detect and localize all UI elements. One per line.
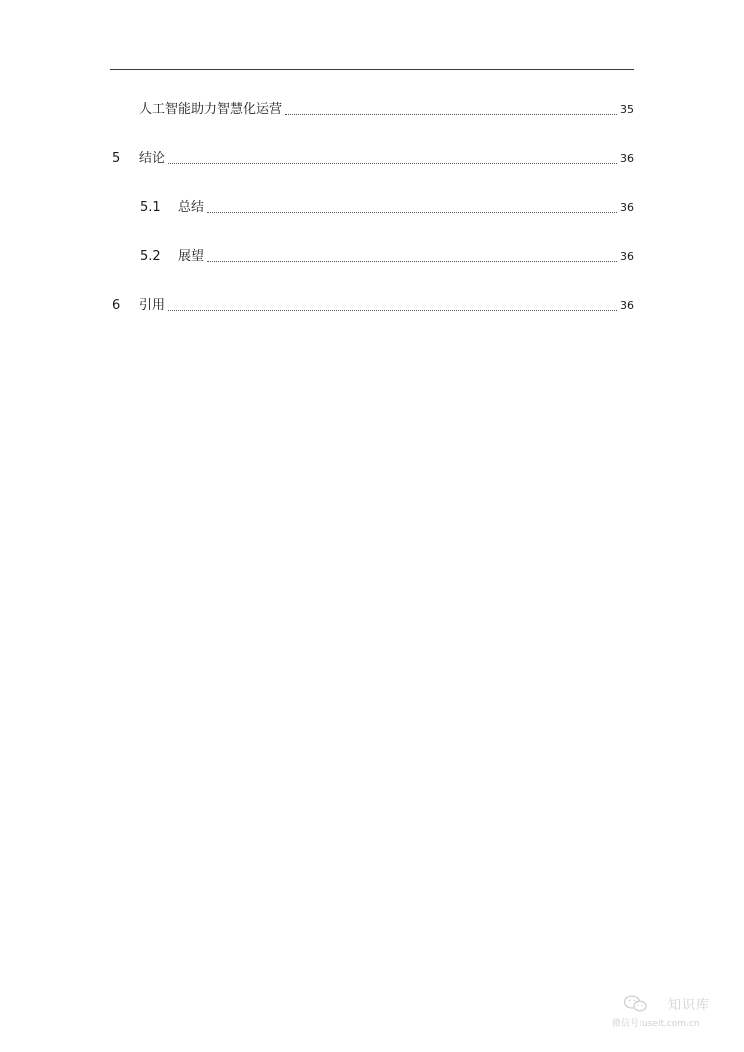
toc-entry-number: 5.1 xyxy=(140,200,161,215)
wechat-icon xyxy=(612,994,660,1014)
toc-entry[interactable] xyxy=(0,198,634,216)
toc-entry[interactable] xyxy=(0,149,634,167)
toc-entry[interactable] xyxy=(0,296,634,314)
toc-entry-title: 结论 xyxy=(139,151,166,166)
toc-entry-title: 引用 xyxy=(139,298,166,313)
toc-entry-title: 总结 xyxy=(178,200,205,215)
toc-entry-number: 5 xyxy=(112,151,121,166)
toc-leader-dots xyxy=(168,310,617,311)
toc-leader-dots xyxy=(285,114,617,115)
watermark-brand: 知识库 xyxy=(668,998,711,1013)
toc-entry-title: 人工智能助力智慧化运营 xyxy=(139,102,283,117)
watermark xyxy=(612,994,732,1034)
toc-entry[interactable] xyxy=(0,247,634,265)
toc-entry[interactable] xyxy=(0,100,634,118)
toc-leader-dots xyxy=(207,212,617,213)
watermark-sub: 微信号:useit.com.cn xyxy=(612,1019,700,1029)
toc-entry-page: 36 xyxy=(620,201,634,214)
toc-entry-number: 6 xyxy=(112,298,121,313)
toc-entry-page: 35 xyxy=(620,103,634,116)
toc-entry-page: 36 xyxy=(620,250,634,263)
toc-entry-page: 36 xyxy=(620,152,634,165)
toc-leader-dots xyxy=(207,261,617,262)
toc-leader-dots xyxy=(168,163,617,164)
toc-entry-number: 5.2 xyxy=(140,249,161,264)
toc-entry-title: 展望 xyxy=(178,249,205,264)
toc-entry-page: 36 xyxy=(620,299,634,312)
header-rule xyxy=(110,69,634,70)
